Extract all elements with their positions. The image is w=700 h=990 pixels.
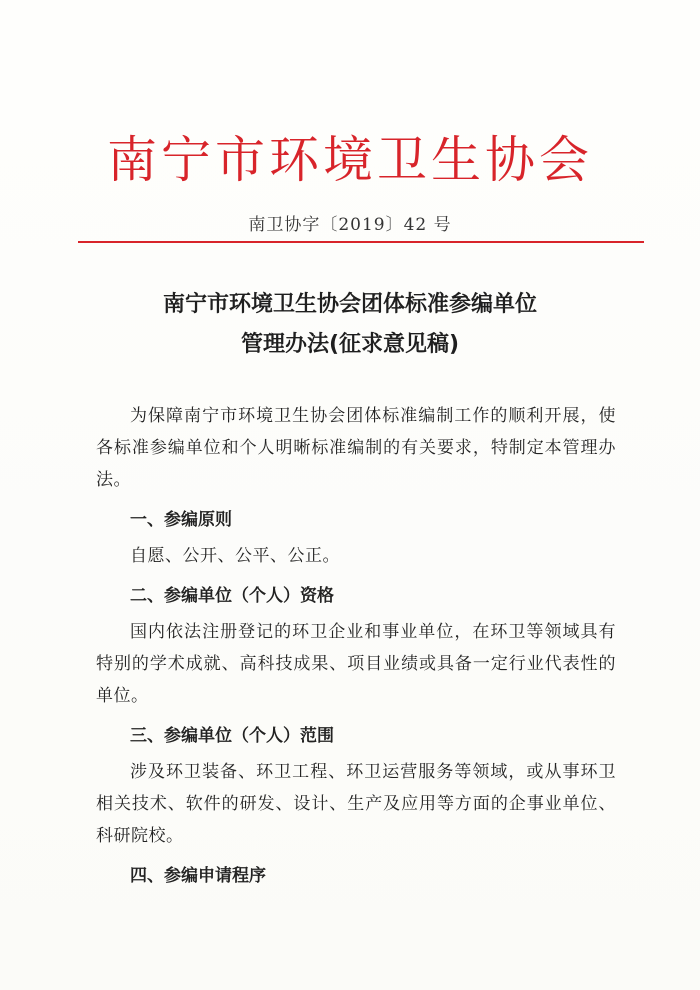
- section-paragraph-3: 涉及环卫装备、环卫工程、环卫运营服务等领域，或从事环卫相关技术、软件的研发、设计、生产及应用等方面的企事业单位、科研院校。: [96, 762, 616, 846]
- document-title: [0, 285, 700, 365]
- document-body: [96, 400, 616, 896]
- letterhead-divider: [78, 241, 644, 243]
- org-letterhead-title: 南宁市环境卫生协会: [107, 131, 593, 189]
- section-paragraph-1: 自愿、公开、公平、公正。: [130, 546, 340, 566]
- document-number: 南卫协字〔2019〕42 号: [248, 215, 452, 235]
- section-heading-3: 三、参编单位（个人）范围: [130, 726, 334, 746]
- section-heading-1: 一、参编原则: [130, 510, 232, 530]
- section-heading-4: 四、参编申请程序: [130, 866, 266, 886]
- document-title-line-2: 管理办法(征求意见稿): [240, 332, 460, 357]
- intro-paragraph: 为保障南宁市环境卫生协会团体标准编制工作的顺利开展，使各标准参编单位和个人明晰标准编制的有关要求，特制定本管理办法。: [96, 406, 616, 490]
- section-paragraph-2: 国内依法注册登记的环卫企业和事业单位，在环卫等领域具有特别的学术成就、高科技成果、项目业绩或具备一定行业代表性的单位。: [96, 622, 616, 706]
- section-heading-2: 二、参编单位（个人）资格: [130, 586, 334, 606]
- document-title-line-1: 南宁市环境卫生协会团体标准参编单位: [162, 292, 537, 317]
